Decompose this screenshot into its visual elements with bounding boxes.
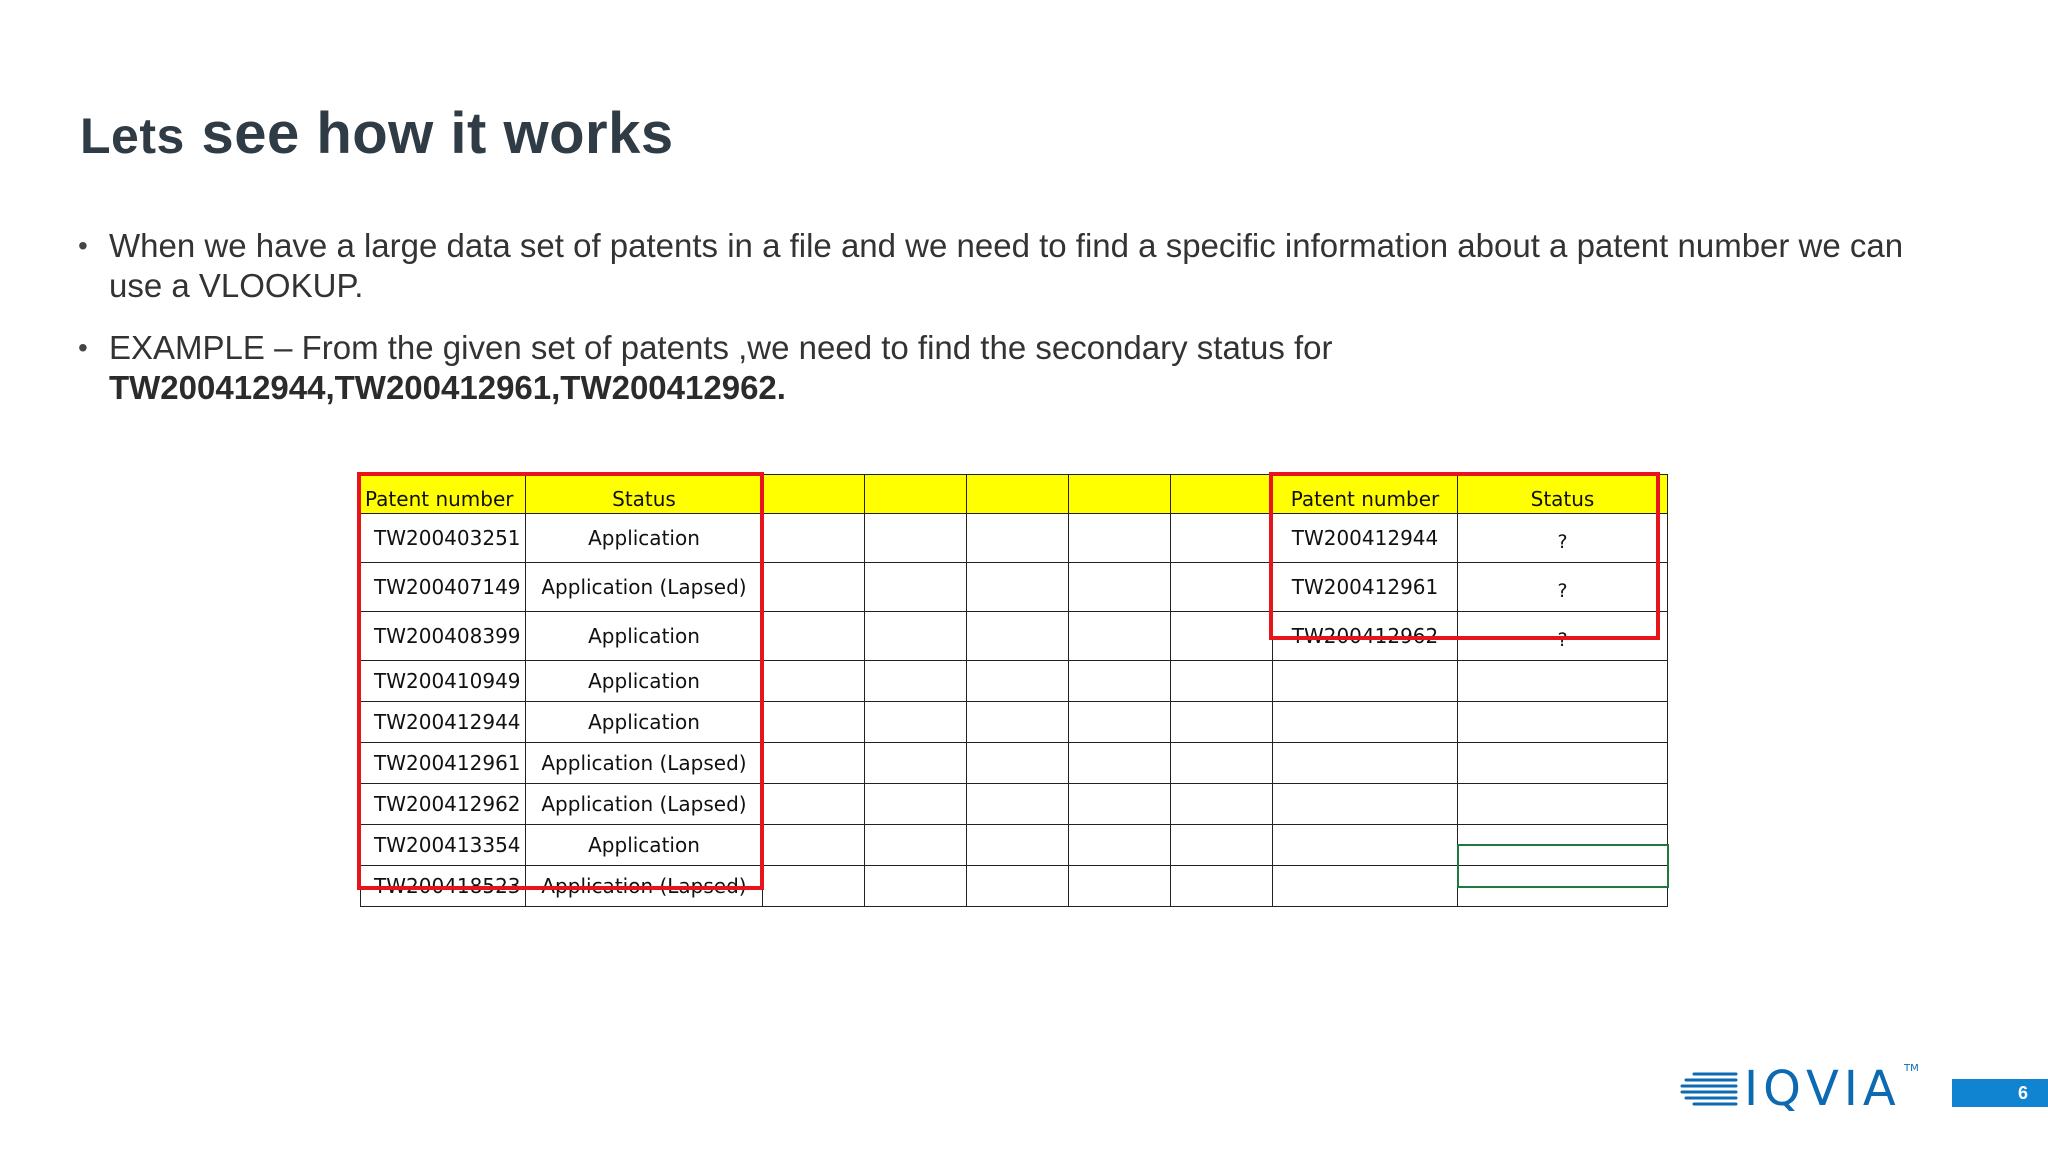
empty-cell	[763, 612, 865, 661]
logo-trademark: TM	[1904, 1063, 1919, 1074]
bullet-dot: •	[78, 332, 88, 363]
empty-cell	[1273, 866, 1458, 907]
empty-cell	[967, 866, 1069, 907]
empty-cell	[967, 612, 1069, 661]
empty-cell	[1273, 743, 1458, 784]
lookup-patent-cell: TW200412962	[1273, 612, 1458, 661]
slide-title	[80, 100, 674, 167]
empty-cell	[1273, 702, 1458, 743]
table-row	[361, 563, 1668, 612]
empty-cell	[763, 743, 865, 784]
status-cell: Application	[526, 612, 763, 661]
lookup-header-status: Status	[1458, 475, 1668, 514]
empty-cell	[763, 563, 865, 612]
page-number-badge: 6	[1952, 1079, 2048, 1107]
lookup-patent-cell: TW200412944	[1273, 514, 1458, 563]
empty-cell	[1069, 661, 1171, 702]
iqvia-logo	[1680, 1061, 1919, 1117]
empty-cell	[763, 475, 865, 514]
empty-cell	[763, 784, 865, 825]
table-row	[361, 661, 1668, 702]
empty-cell	[967, 475, 1069, 514]
lookup-status-cell: ?	[1458, 563, 1668, 612]
empty-cell	[1171, 784, 1273, 825]
status-cell: Application (Lapsed)	[526, 563, 763, 612]
selected-cell[interactable]	[1457, 844, 1669, 888]
lookup-header-patent-number: Patent number	[1273, 475, 1458, 514]
empty-cell	[865, 612, 967, 661]
empty-cell	[1069, 612, 1171, 661]
empty-cell	[763, 661, 865, 702]
patent-cell: TW200403251	[361, 514, 526, 563]
empty-cell	[763, 825, 865, 866]
header-status: Status	[526, 475, 763, 514]
title-prefix: Lets	[80, 108, 185, 164]
table-row	[361, 612, 1668, 661]
patent-cell: TW200418523	[361, 866, 526, 907]
empty-cell	[1458, 784, 1668, 825]
spreadsheet-table	[360, 474, 1668, 907]
status-cell: Application (Lapsed)	[526, 866, 763, 907]
bullet-list	[78, 226, 1958, 430]
empty-cell	[865, 825, 967, 866]
empty-cell	[1069, 825, 1171, 866]
empty-cell	[763, 514, 865, 563]
bullet-dot: •	[78, 230, 88, 261]
bullet-text: EXAMPLE – From the given set of patents ,we need to find the secondary status for	[109, 329, 1333, 366]
patent-cell: TW200408399	[361, 612, 526, 661]
bullet-item	[78, 328, 1958, 408]
empty-cell	[1273, 784, 1458, 825]
empty-cell	[967, 825, 1069, 866]
status-cell: Application (Lapsed)	[526, 784, 763, 825]
empty-cell	[967, 661, 1069, 702]
bullet-bold-patents: TW200412944,TW200412961,TW200412962.	[109, 369, 786, 406]
lookup-patent-cell: TW200412961	[1273, 563, 1458, 612]
empty-cell	[1458, 743, 1668, 784]
table-row	[361, 784, 1668, 825]
patent-cell: TW200407149	[361, 563, 526, 612]
empty-cell	[763, 866, 865, 907]
empty-cell	[967, 514, 1069, 563]
empty-cell	[1171, 743, 1273, 784]
header-patent-number: Patent number	[361, 475, 526, 514]
empty-cell	[1458, 661, 1668, 702]
empty-cell	[865, 514, 967, 563]
empty-cell	[1069, 563, 1171, 612]
patent-cell: TW200413354	[361, 825, 526, 866]
empty-cell	[1273, 825, 1458, 866]
empty-cell	[967, 702, 1069, 743]
status-cell: Application	[526, 702, 763, 743]
empty-cell	[865, 784, 967, 825]
table-row	[361, 702, 1668, 743]
empty-cell	[967, 784, 1069, 825]
empty-cell	[1069, 702, 1171, 743]
patent-cell: TW200412944	[361, 702, 526, 743]
patent-cell: TW200410949	[361, 661, 526, 702]
table-row	[361, 743, 1668, 784]
empty-cell	[1069, 743, 1171, 784]
empty-cell	[865, 702, 967, 743]
logo-wordmark: IQVIA TM	[1744, 1061, 1919, 1117]
lookup-status-cell: ?	[1458, 612, 1668, 661]
empty-cell	[967, 743, 1069, 784]
status-cell: Application	[526, 661, 763, 702]
empty-cell	[967, 563, 1069, 612]
status-cell: Application	[526, 514, 763, 563]
empty-cell	[1069, 866, 1171, 907]
patent-cell: TW200412961	[361, 743, 526, 784]
bullet-text: When we have a large data set of patents in a file and we need to find a specific information about a patent number we can use a VLOOKUP.	[109, 227, 1904, 304]
status-cell: Application (Lapsed)	[526, 743, 763, 784]
empty-cell	[1171, 563, 1273, 612]
empty-cell	[1171, 825, 1273, 866]
empty-cell	[1273, 661, 1458, 702]
table-row	[361, 514, 1668, 563]
empty-cell	[1171, 514, 1273, 563]
empty-cell	[865, 661, 967, 702]
empty-cell	[1171, 661, 1273, 702]
empty-cell	[1171, 866, 1273, 907]
empty-cell	[1069, 514, 1171, 563]
empty-cell	[1069, 784, 1171, 825]
empty-cell	[865, 563, 967, 612]
empty-cell	[865, 743, 967, 784]
bullet-item	[78, 226, 1958, 306]
empty-cell	[865, 475, 967, 514]
empty-cell	[1069, 475, 1171, 514]
empty-cell	[1171, 612, 1273, 661]
spreadsheet-image	[360, 474, 1668, 907]
title-main: see how it works	[201, 101, 674, 166]
empty-cell	[1171, 475, 1273, 514]
lookup-status-cell: ?	[1458, 514, 1668, 563]
empty-cell	[763, 702, 865, 743]
empty-cell	[865, 866, 967, 907]
iqvia-lines-icon	[1680, 1069, 1738, 1109]
empty-cell	[1458, 702, 1668, 743]
empty-cell	[1171, 702, 1273, 743]
header-row	[361, 475, 1668, 514]
patent-cell: TW200412962	[361, 784, 526, 825]
status-cell: Application	[526, 825, 763, 866]
